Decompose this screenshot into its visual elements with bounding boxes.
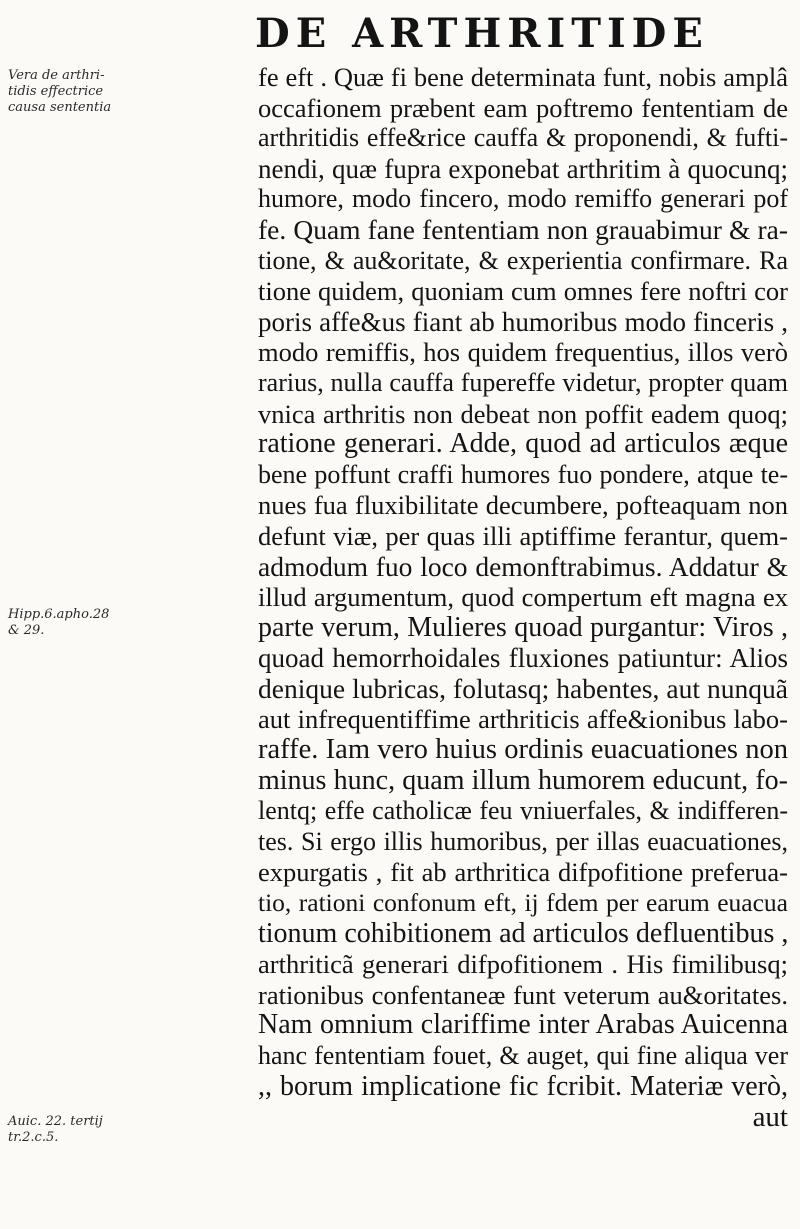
- body-text: [258, 62, 788, 1133]
- text-line: minus hunc, quam illum humorem educunt, fo-: [258, 765, 788, 796]
- text-line: tes. Si ergo illis humoribus, per illas euacuationes,: [258, 826, 788, 856]
- text-line: lentq; effe catholicæ feu vniuerfales, & indifferen-: [258, 796, 788, 826]
- text-line: tione, & au&oritate, & experientia confirmare. Ra: [258, 245, 788, 275]
- text-line: nues fua fluxibilitate decumbere, pofteaquam non: [258, 490, 788, 521]
- margin-note-avicenna: Auic. 22. tertij tr.2.c.5.: [8, 1114, 103, 1145]
- text-line: arthritidis effe&rice cauffa & proponendi, & fufti-: [258, 123, 788, 153]
- running-head: DE ARTHRITIDE: [255, 10, 709, 57]
- text-line: occafionem præbent eam poftremo fententiam de: [258, 92, 788, 123]
- text-line: raffe. Iam vero huius ordinis euacuationes non: [258, 735, 788, 766]
- text-line: humore, modo fincero, modo remiffo generari pof: [258, 184, 788, 214]
- text-line: modo remiffis, hos quidem frequentius, illos verò: [258, 337, 788, 368]
- text-line: admodum fuo loco demonftrabimus. Addatur &: [258, 551, 788, 582]
- text-line: poris affe&us fiant ab humoribus modo finceris ,: [258, 306, 788, 337]
- text-line: fe eft . Quæ fi bene determinata funt, nobis amplâ: [258, 62, 788, 92]
- catchword: aut: [752, 1102, 788, 1133]
- text-line: defunt viæ, per quas illi aptiffime ferantur, quem-: [258, 520, 788, 551]
- text-line: illud argumentum, quod compertum eft magna ex: [258, 582, 788, 613]
- text-line: denique lubricas, folutasq; habentes, aut nunquã: [258, 673, 788, 704]
- text-line: expurgatis , fit ab arthritica difpofitione preferua-: [258, 857, 788, 888]
- text-line: hanc fententiam fouet, & auget, qui fine aliqua ver: [258, 1041, 788, 1070]
- text-line: vnica arthritis non debeat non poffit eadem quoq;: [258, 398, 788, 429]
- text-line: tione quidem, quoniam cum omnes fere noftri cor: [258, 276, 788, 307]
- text-line: arthriticã generari difpofitionem . His fimilibusq;: [258, 949, 788, 980]
- text-line: rarius, nulla cauffa fupereffe videtur, propter quam: [258, 367, 788, 397]
- text-line: bene poffunt craffi humores fuo pondere, atque te-: [258, 459, 788, 489]
- text-line: rationibus confentaneæ funt veterum au&oritates.: [258, 979, 788, 1010]
- text-line: ratione generari. Adde, quod ad articulos æque: [258, 429, 788, 460]
- margin-note-hippocrates: Hipp.6.apho.28 & 29.: [8, 607, 110, 638]
- text-line: quoad hemorrhoidales fluxiones patiuntur: Alios: [258, 643, 788, 674]
- text-line: fe. Quam fane fententiam non grauabimur & ra-: [258, 214, 788, 245]
- text-line: ,, borum implicatione fic fcribit. Materiæ verò,: [258, 1071, 788, 1102]
- text-line: nendi, quæ fupra exponebat arthritim à quocunq;: [258, 153, 788, 184]
- text-line: Nam omnium clariffime inter Arabas Auicenna: [258, 1010, 788, 1041]
- margin-note-vera: Vera de arthri- tidis effectrice causa sententia: [8, 68, 112, 115]
- text-line: aut infrequentiffime arthriticis affe&ionibus labo-: [258, 704, 788, 735]
- text-line: tionum cohibitionem ad articulos defluentibus ,: [258, 918, 788, 949]
- text-line: parte verum, Mulieres quoad purgantur: Viros ,: [258, 612, 788, 643]
- text-line: tio, rationi confonum eft, ij fdem per earum euacua: [258, 888, 788, 918]
